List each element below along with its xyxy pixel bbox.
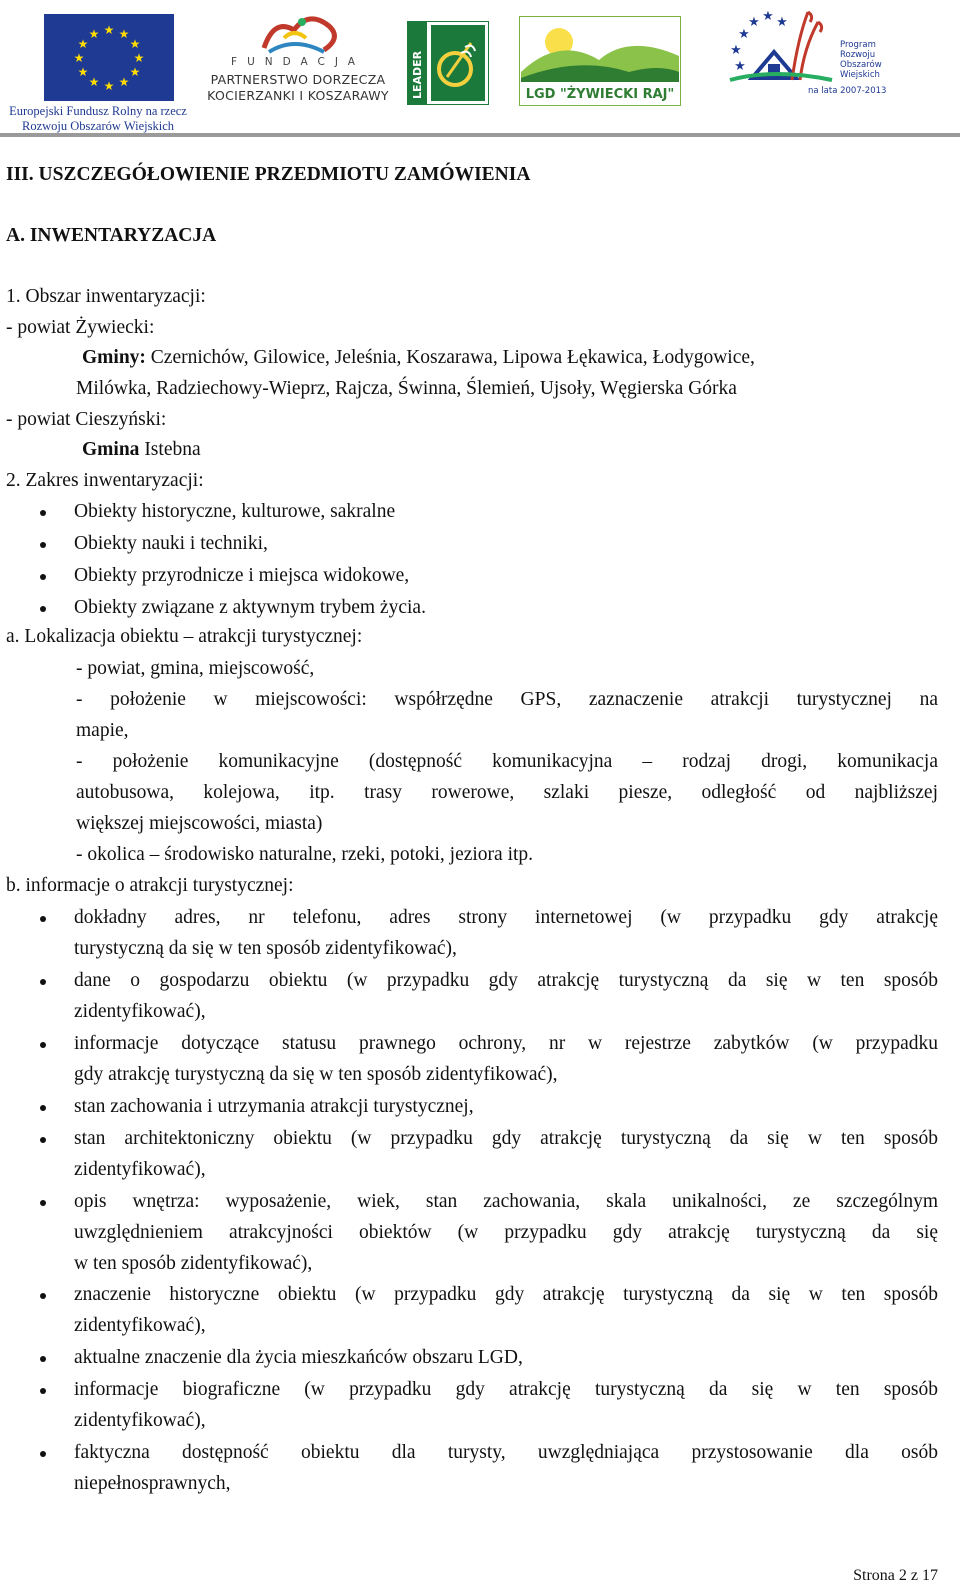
leader-logo xyxy=(407,21,489,105)
info-item: opis wnętrza: wyposażenie, wiek, stan zachowania, skala unikalności, ze szczególnym xyxy=(74,1191,938,1212)
bullet-icon xyxy=(40,1105,46,1111)
info-item: informacje biograficzne (w przypadku gdy atrakcję turystyczną da się w ten sposób xyxy=(74,1379,938,1400)
section-title: III. USZCZEGÓŁOWIENIE PRZEDMIOTU ZAMÓWIENIA xyxy=(6,164,531,185)
gmina-line xyxy=(82,438,201,462)
bullet-icon xyxy=(40,1388,46,1394)
info-item: stan zachowania i utrzymania atrakcji turystycznej, xyxy=(74,1096,474,1117)
foundation-name-line: PARTNERSTWO DORZECZA xyxy=(210,72,386,87)
powiat-zywiecki: - powiat Żywiecki: xyxy=(6,317,155,338)
svg-text:★: ★ xyxy=(748,15,760,30)
svg-text:★: ★ xyxy=(103,79,115,93)
svg-text:★: ★ xyxy=(118,27,130,41)
scope-item: Obiekty przyrodnicze i miejsca widokowe, xyxy=(74,565,410,586)
prow-name-line: Wiejskich xyxy=(840,70,880,80)
bullet-icon xyxy=(40,510,46,516)
page-header xyxy=(0,0,960,140)
svg-text:★: ★ xyxy=(129,65,141,79)
gminy-line-2: Milówka, Radziechowy-Wieprz, Rajcza, Świnna, Ślemień, Ujsoły, Węgierska Górka xyxy=(76,378,737,399)
svg-text:★: ★ xyxy=(738,27,750,42)
svg-text:★: ★ xyxy=(730,43,742,58)
svg-text:★: ★ xyxy=(133,51,145,65)
svg-text:★: ★ xyxy=(734,59,746,74)
page-number: Strona 2 z 17 xyxy=(853,1567,938,1584)
header-divider xyxy=(0,133,960,137)
scope-item: Obiekty związane z aktywnym trybem życia. xyxy=(74,597,426,618)
svg-text:LGD "ŻYWIECKI RAJ": LGD "ŻYWIECKI RAJ" xyxy=(525,87,675,102)
foundation-mark-icon xyxy=(254,8,344,58)
svg-text:★: ★ xyxy=(88,27,100,41)
gminy-line-1 xyxy=(82,346,755,370)
area-heading: 1. Obszar inwentaryzacji: xyxy=(6,286,206,307)
bullet-icon xyxy=(40,574,46,580)
bullet-icon xyxy=(40,1137,46,1143)
bullet-icon xyxy=(40,1293,46,1299)
info-item: dokładny adres, nr telefonu, adres strony internetowej (w przypadku gdy atrakcję xyxy=(74,907,938,928)
info-item: znaczenie historyczne obiektu (w przypadku gdy atrakcję turystyczną da się w ten sposób xyxy=(74,1284,938,1305)
svg-text:★: ★ xyxy=(762,9,774,24)
prow-name-line: Program xyxy=(840,40,876,50)
svg-text:LEADER: LEADER xyxy=(411,50,424,99)
foundation-logo xyxy=(206,8,390,112)
info-item-continuation: uwzględnieniem atrakcyjności obiektów (w przypadku gdy atrakcję turystyczną da się xyxy=(74,1222,938,1243)
prow-name xyxy=(840,40,882,80)
prow-name-line: Rozwoju xyxy=(840,50,876,60)
location-heading: a. Lokalizacja obiektu – atrakcji turystycznej: xyxy=(6,626,363,647)
foundation-word: FUNDACJA xyxy=(231,56,365,68)
eu-caption xyxy=(4,104,192,134)
prow-emblem-icon xyxy=(724,8,836,84)
svg-text:★: ★ xyxy=(776,15,788,30)
location-line: większej miejscowości, miasta) xyxy=(76,813,323,834)
scope-item: Obiekty historyczne, kulturowe, sakralne xyxy=(74,501,396,522)
svg-text:★: ★ xyxy=(118,75,130,89)
location-line: autobusowa, kolejowa, itp. trasy rowerowe, szlaki piesze, odległość od najbliższej xyxy=(76,782,938,803)
bullet-icon xyxy=(40,1200,46,1206)
info-item: aktualne znaczenie dla życia mieszkańców obszaru LGD, xyxy=(74,1347,523,1368)
bullet-icon xyxy=(40,1042,46,1048)
info-item-continuation: niepełnosprawnych, xyxy=(74,1473,231,1494)
svg-text:★: ★ xyxy=(77,65,89,79)
location-line: - położenie komunikacyjne (dostępność komunikacyjna – rodzaj drogi, komunikacja xyxy=(76,751,938,772)
bullet-icon xyxy=(40,916,46,922)
info-item-continuation: zidentyfikować), xyxy=(74,1159,206,1180)
info-heading: b. informacje o atrakcji turystycznej: xyxy=(6,875,294,896)
lgd-hills-icon xyxy=(519,16,681,106)
prow-name-line: Obszarów xyxy=(840,60,882,70)
lgd-logo xyxy=(519,16,681,106)
eu-caption-line: Rozwoju Obszarów Wiejskich xyxy=(21,119,174,133)
info-item: dane o gospodarzu obiektu (w przypadku gdy atrakcję turystyczną da się w ten sposób xyxy=(74,970,938,991)
svg-text:★: ★ xyxy=(129,37,141,51)
eu-caption-line: Europejski Fundusz Rolny na rzecz xyxy=(9,104,187,118)
bullet-icon xyxy=(40,542,46,548)
svg-text:★: ★ xyxy=(103,23,115,37)
svg-text:★: ★ xyxy=(88,75,100,89)
gmina-value: Istebna xyxy=(139,439,201,460)
info-item-continuation: w ten sposób zidentyfikować), xyxy=(74,1253,313,1274)
info-item-continuation: gdy atrakcję turystyczną da się w ten sposób zidentyfikować), xyxy=(74,1064,558,1085)
bullet-icon xyxy=(40,1451,46,1457)
info-item: stan architektoniczny obiektu (w przypadku gdy atrakcję turystyczną da się w ten sposób xyxy=(74,1128,938,1149)
location-line: - okolica – środowisko naturalne, rzeki, potoki, jeziora itp. xyxy=(76,844,534,865)
location-line: - położenie w miejscowości: współrzędne GPS, zaznaczenie atrakcji turystycznej na xyxy=(76,689,938,710)
info-item-continuation: zidentyfikować), xyxy=(74,1315,206,1336)
powiat-cieszynski: - powiat Cieszyński: xyxy=(6,409,167,430)
eu-logo xyxy=(4,6,192,132)
foundation-name-line: KOCIERZANKI I KOSZARAWY xyxy=(207,88,389,103)
prow-logo xyxy=(724,8,920,110)
svg-text:★: ★ xyxy=(73,51,85,65)
eu-flag-icon xyxy=(44,14,174,101)
leader-icon xyxy=(407,21,489,105)
info-item-continuation: turystyczną da się w ten sposób zidentyfikować), xyxy=(74,938,457,959)
gmina-label: Gmina xyxy=(82,439,140,460)
info-item-continuation: zidentyfikować), xyxy=(74,1001,206,1022)
bullet-icon xyxy=(40,606,46,612)
scope-item: Obiekty nauki i techniki, xyxy=(74,533,268,554)
svg-text:★: ★ xyxy=(77,37,89,51)
location-line: - powiat, gmina, miejscowość, xyxy=(76,658,315,679)
location-line: mapie, xyxy=(76,720,129,741)
gminy-list: Czernichów, Gilowice, Jeleśnia, Koszarawa, Lipowa Łękawica, Łodygowice, xyxy=(145,347,755,368)
bullet-icon xyxy=(40,1356,46,1362)
info-item-continuation: zidentyfikować), xyxy=(74,1410,206,1431)
info-item: informacje dotyczące statusu prawnego ochrony, nr w rejestrze zabytków (w przypadku xyxy=(74,1033,938,1054)
subsection-title: A. INWENTARYZACJA xyxy=(6,225,217,246)
prow-years: na lata 2007-2013 xyxy=(808,86,887,96)
info-item: faktyczna dostępność obiektu dla turysty, uwzględniająca przystosowanie dla osób xyxy=(74,1442,938,1463)
scope-heading: 2. Zakres inwentaryzacji: xyxy=(6,470,204,491)
gminy-label: Gminy: xyxy=(82,347,146,368)
bullet-icon xyxy=(40,979,46,985)
